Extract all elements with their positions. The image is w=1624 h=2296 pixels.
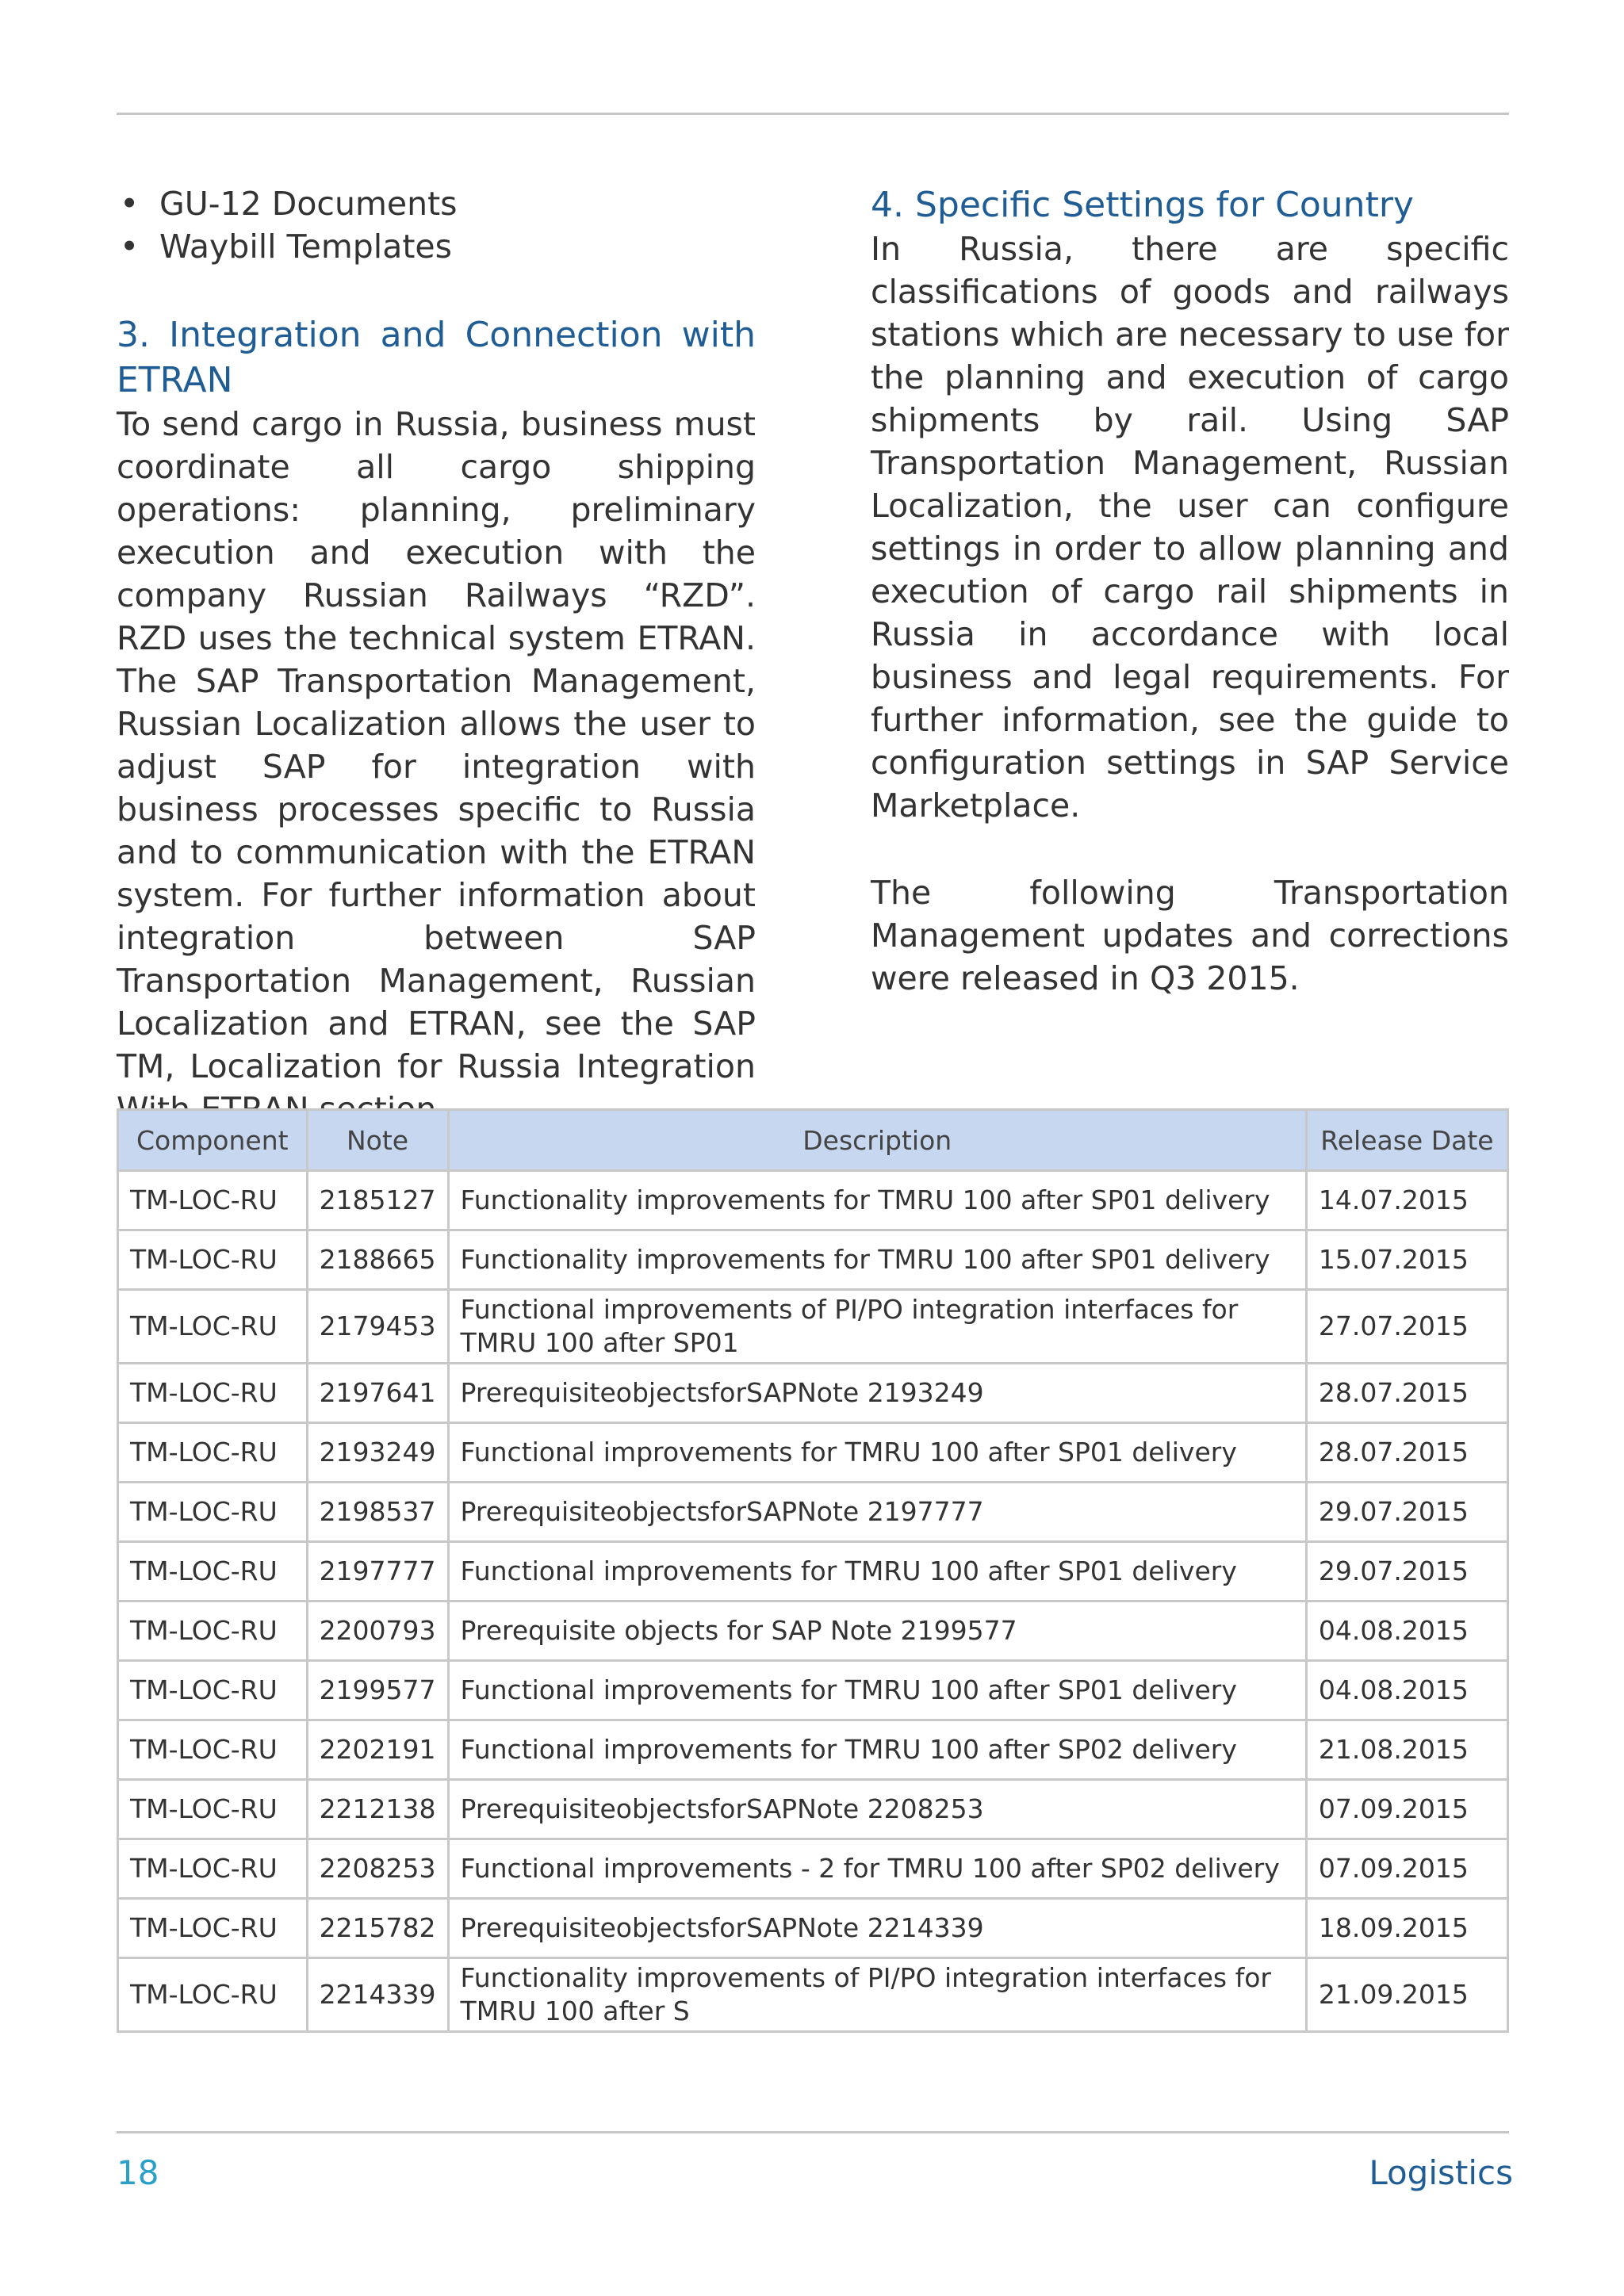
cell-note: 2179453: [307, 1290, 448, 1364]
cell-description: Functional improvements of PI/PO integration interfaces for TMRU 100 after SP01: [448, 1290, 1306, 1364]
cell-note: 2197641: [307, 1364, 448, 1423]
cell-component: TM-LOC-RU: [118, 1839, 308, 1899]
table-row: [118, 1899, 1508, 1958]
cell-component: TM-LOC-RU: [118, 1364, 308, 1423]
cell-description: PrerequisiteobjectsforSAPNote 2208253: [448, 1780, 1306, 1839]
cell-component: TM-LOC-RU: [118, 1899, 308, 1958]
cell-release-date: 18.09.2015: [1306, 1899, 1507, 1958]
bottom-divider: [117, 2131, 1509, 2133]
right-column: [871, 182, 1509, 1000]
table-row: [118, 1839, 1508, 1899]
cell-component: TM-LOC-RU: [118, 1171, 308, 1230]
cell-note: 2200793: [307, 1601, 448, 1661]
cell-note: 2198537: [307, 1483, 448, 1542]
cell-description: Functional improvements for TMRU 100 after SP02 delivery: [448, 1720, 1306, 1780]
table-row: [118, 1171, 1508, 1230]
cell-release-date: 29.07.2015: [1306, 1542, 1507, 1601]
cell-description: Functionality improvements for TMRU 100 after SP01 delivery: [448, 1171, 1306, 1230]
cell-release-date: 07.09.2015: [1306, 1839, 1507, 1899]
column-header-component: Component: [118, 1110, 308, 1171]
cell-release-date: 04.08.2015: [1306, 1601, 1507, 1661]
bullet-icon: •: [120, 185, 140, 223]
table-row: [118, 1542, 1508, 1601]
cell-note: 2215782: [307, 1899, 448, 1958]
cell-release-date: 04.08.2015: [1306, 1661, 1507, 1720]
cell-component: TM-LOC-RU: [118, 1290, 308, 1364]
cell-note: 2193249: [307, 1423, 448, 1483]
page-number: 18: [117, 2153, 159, 2192]
left-column: [117, 182, 756, 1131]
section-4-text: In Russia, there are specific classifications of goods and railways stations which are necessary to use for the planning and execution of cargo shipments by rail. Using SAP Transportation Management, Russian Localization, the user can configure settings in order to allow planning and execution of cargo rail shipments in Russia in accordance with local business and legal requirements. For further information, see the guide to configuration settings in SAP Service Marketplace.: [871, 230, 1509, 825]
cell-description: PrerequisiteobjectsforSAPNote 2214339: [448, 1899, 1306, 1958]
cell-note: 2197777: [307, 1542, 448, 1601]
table-row: [118, 1423, 1508, 1483]
bullet-list: [117, 182, 756, 268]
cell-release-date: 07.09.2015: [1306, 1780, 1507, 1839]
cell-release-date: 14.07.2015: [1306, 1171, 1507, 1230]
cell-release-date: 21.08.2015: [1306, 1720, 1507, 1780]
top-divider: [117, 113, 1509, 115]
cell-description: Functionality improvements for TMRU 100 after SP01 delivery: [448, 1230, 1306, 1290]
cell-release-date: 28.07.2015: [1306, 1364, 1507, 1423]
cell-component: TM-LOC-RU: [118, 1720, 308, 1780]
cell-note: 2185127: [307, 1171, 448, 1230]
bullet-icon: •: [120, 228, 140, 266]
cell-release-date: 28.07.2015: [1306, 1423, 1507, 1483]
table-row: [118, 1290, 1508, 1364]
cell-note: 2199577: [307, 1661, 448, 1720]
cell-description: Functional improvements for TMRU 100 after SP01 delivery: [448, 1542, 1306, 1601]
cell-description: Functionality improvements of PI/PO integration interfaces for TMRU 100 after S: [448, 1958, 1306, 2032]
cell-component: TM-LOC-RU: [118, 1230, 308, 1290]
cell-note: 2202191: [307, 1720, 448, 1780]
cell-component: TM-LOC-RU: [118, 1780, 308, 1839]
section-3-heading: 3. Integration and Connection with ETRAN: [117, 315, 756, 400]
cell-description: Functional improvements - 2 for TMRU 100 after SP02 delivery: [448, 1839, 1306, 1899]
cell-note: 2208253: [307, 1839, 448, 1899]
cell-note: 2188665: [307, 1230, 448, 1290]
list-item: • Waybill Templates: [117, 225, 756, 268]
cell-description: Functional improvements for TMRU 100 after SP01 delivery: [448, 1661, 1306, 1720]
cell-component: TM-LOC-RU: [118, 1601, 308, 1661]
cell-description: PrerequisiteobjectsforSAPNote 2193249: [448, 1364, 1306, 1423]
table-row: [118, 1483, 1508, 1542]
column-header-description: Description: [448, 1110, 1306, 1171]
cell-component: TM-LOC-RU: [118, 1423, 308, 1483]
section-3-text: To send cargo in Russia, business must coordinate all cargo shipping operations: planning, preliminary execution and execution with the company Russian Railways “RZD”. RZD uses the technical system ETRAN. The SAP Transportation Management, Russian Localization allows the user to adjust SAP for integration with business processes specific to Russia and to communication with the ETRAN system. For further information about integration between SAP Transportation Management, Russian Localization and ETRAN, see the SAP TM, Localization for Russia Integration: [117, 405, 756, 1085]
list-item: • GU-12 Documents: [117, 182, 756, 225]
cell-component: TM-LOC-RU: [118, 1958, 308, 2032]
table-row: [118, 1230, 1508, 1290]
table-row: [118, 1720, 1508, 1780]
cell-release-date: 27.07.2015: [1306, 1290, 1507, 1364]
table-row: [118, 1364, 1508, 1423]
cell-release-date: 29.07.2015: [1306, 1483, 1507, 1542]
column-header-note: Note: [307, 1110, 448, 1171]
table-row: [118, 1601, 1508, 1661]
cell-component: TM-LOC-RU: [118, 1661, 308, 1720]
cell-component: TM-LOC-RU: [118, 1483, 308, 1542]
cell-note: 2214339: [307, 1958, 448, 2032]
cell-release-date: 15.07.2015: [1306, 1230, 1507, 1290]
table-row: [118, 1958, 1508, 2032]
sap-notes-table: [117, 1108, 1509, 2033]
updates-text: The following Transportation Management updates and corrections were released in Q3 2015.: [871, 874, 1509, 997]
table-row: [118, 1780, 1508, 1839]
section-4-heading: 4. Specific Settings for Country: [871, 185, 1414, 225]
cell-description: Functional improvements for TMRU 100 after SP01 delivery: [448, 1423, 1306, 1483]
footer-title: Logistics: [1369, 2153, 1513, 2192]
cell-release-date: 21.09.2015: [1306, 1958, 1507, 2032]
table-header-row: [118, 1110, 1508, 1171]
cell-component: TM-LOC-RU: [118, 1542, 308, 1601]
table-row: [118, 1661, 1508, 1720]
cell-description: Prerequisite objects for SAP Note 2199577: [448, 1601, 1306, 1661]
cell-description: PrerequisiteobjectsforSAPNote 2197777: [448, 1483, 1306, 1542]
cell-note: 2212138: [307, 1780, 448, 1839]
column-header-release-date: Release Date: [1306, 1110, 1507, 1171]
